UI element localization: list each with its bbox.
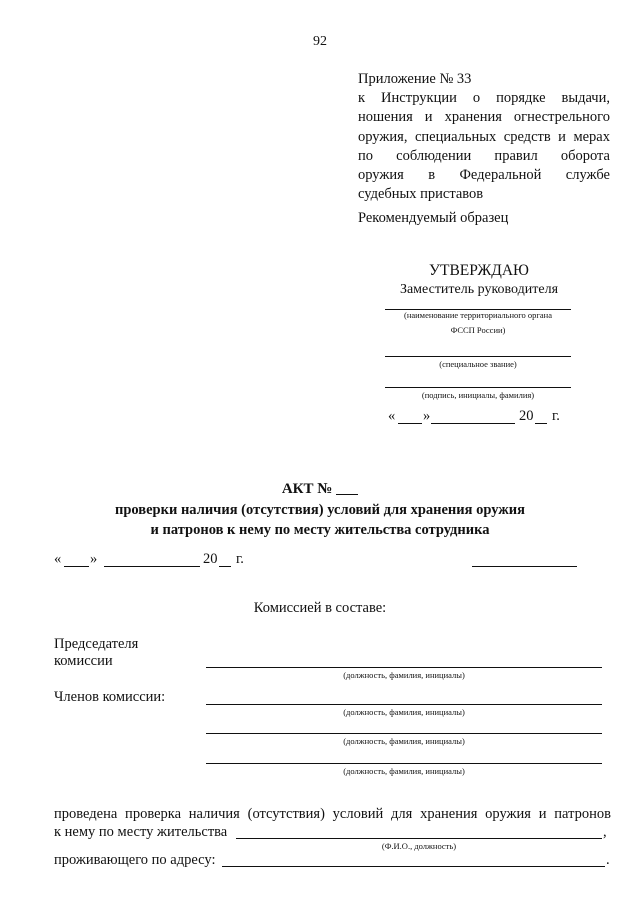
- appendix-block: [358, 70, 610, 204]
- approval-org-caption-2: ФССП России): [450, 325, 506, 335]
- approval-title: УТВЕРЖДАЮ: [429, 262, 529, 279]
- approval-date-suffix: г.: [552, 408, 560, 424]
- member-3-caption: (должность, фамилия, инициалы): [343, 766, 465, 776]
- address-line[interactable]: [222, 866, 605, 867]
- approval-sign-line[interactable]: [385, 387, 571, 388]
- approval-date-month-line[interactable]: [431, 423, 515, 424]
- chairman-label-2: комиссии: [54, 653, 113, 669]
- act-date: [54, 551, 254, 571]
- approval-rank-line[interactable]: [385, 356, 571, 357]
- act-title: [0, 481, 640, 498]
- act-date-open-quote: «: [54, 551, 62, 567]
- fio-caption: (Ф.И.О., должность): [381, 841, 457, 851]
- member-1-line[interactable]: [206, 704, 602, 705]
- residing-label: проживающего по адресу:: [54, 852, 216, 868]
- approval-date-day-line[interactable]: [398, 423, 422, 424]
- act-date-close-quote: »: [90, 551, 98, 567]
- act-date-year: 20: [203, 551, 218, 567]
- fio-comma: ,: [603, 824, 607, 840]
- member-2-caption: (должность, фамилия, инициалы): [343, 736, 465, 746]
- member-1-caption: (должность, фамилия, инициалы): [343, 707, 465, 717]
- body-line-2: к нему по месту жительства: [54, 824, 228, 840]
- approval-date-close-quote: »: [423, 408, 431, 424]
- appendix-line-5: оружия в Федеральной службе: [358, 167, 610, 184]
- fio-line[interactable]: [236, 838, 602, 839]
- act-date-year-line[interactable]: [219, 566, 231, 567]
- act-place-line[interactable]: [472, 566, 577, 567]
- appendix-line-2: ношения и хранения огнестрельного: [358, 109, 610, 126]
- appendix-heading: Приложение № 33: [358, 71, 472, 87]
- member-2-line[interactable]: [206, 733, 602, 734]
- act-subtitle-2: и патронов к нему по месту жительства сотрудника: [150, 522, 490, 538]
- appendix-line-6: судебных приставов: [358, 186, 484, 203]
- commission-heading: Комиссией в составе:: [253, 600, 387, 616]
- approval-sign-caption: (подпись, инициалы, фамилия): [421, 390, 535, 400]
- approval-date: [388, 408, 578, 428]
- act-subtitle-1: проверки наличия (отсутствия) условий для хранения оружия: [114, 502, 525, 518]
- approval-rank-caption: (специальное звание): [439, 359, 517, 369]
- approval-date-year-line[interactable]: [535, 423, 547, 424]
- approval-org-caption-1: (наименование территориального органа: [403, 310, 552, 320]
- approval-subtitle: Заместитель руководителя: [399, 282, 559, 297]
- appendix-line-1: к Инструкции о порядке выдачи,: [358, 90, 610, 107]
- chairman-caption: (должность, фамилия, инициалы): [343, 670, 465, 680]
- act-number-line[interactable]: [336, 494, 358, 495]
- approval-date-year: 20: [519, 408, 534, 424]
- approval-date-open-quote: «: [388, 408, 396, 424]
- appendix-line-4: по соблюдении правил оборота: [358, 147, 610, 164]
- act-date-month-line[interactable]: [104, 566, 200, 567]
- address-period: .: [606, 852, 610, 868]
- act-title-text: АКТ №: [281, 481, 333, 497]
- member-3-line[interactable]: [206, 763, 602, 764]
- act-date-suffix: г.: [236, 551, 244, 567]
- recommended-sample: Рекомендуемый образец: [358, 210, 509, 226]
- appendix-line-3: оружия, специальных средств и мерах: [358, 128, 610, 145]
- body-line-1: проведена проверка наличия (отсутствия) условий для хранения оружия и патронов: [54, 806, 611, 822]
- chairman-label-1: Председателя: [54, 636, 139, 652]
- members-label: Членов комиссии:: [54, 689, 166, 705]
- act-date-day-line[interactable]: [64, 566, 89, 567]
- chairman-line[interactable]: [206, 667, 602, 668]
- page-number: 92: [313, 34, 327, 49]
